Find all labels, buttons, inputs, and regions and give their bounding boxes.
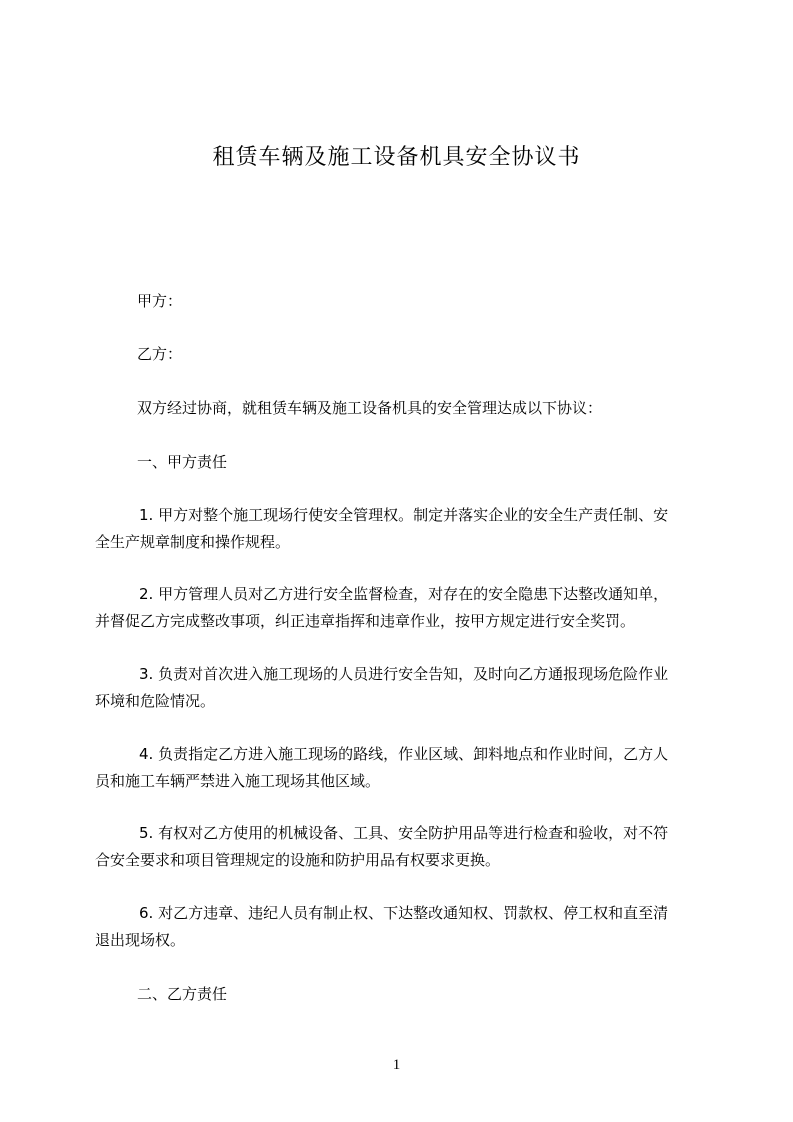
clause-2-line-2: 并督促乙方完成整改事项，纠正违章指挥和违章作业，按甲方规定进行安全奖罚。: [95, 612, 636, 630]
page-number: 1: [392, 1057, 401, 1073]
section-heading-party-a: 一、甲方责任: [137, 453, 228, 471]
document-title: 租赁车辆及施工设备机具安全协议书: [212, 145, 581, 170]
intro-paragraph: 双方经过协商，就租赁车辆及施工设备机具的安全管理达成以下协议：: [137, 399, 603, 417]
clause-1-line-2: 全生产规章制度和操作规程。: [95, 533, 291, 551]
clause-3-line-1: 3. 负责对首次进入施工现场的人员进行安全告知，及时向乙方通报现场危险作业: [139, 665, 669, 683]
clause-6-line-1: 6. 对乙方违章、违纪人员有制止权、下达整改通知权、罚款权、停工权和直至清: [139, 904, 669, 922]
clause-6-line-2: 退出现场权。: [95, 931, 186, 949]
clause-2-line-1: 2. 甲方管理人员对乙方进行安全监督检查，对存在的安全隐患下达整改通知单，: [139, 585, 669, 603]
clause-5-line-2: 合安全要求和项目管理规定的设施和防护用品有权要求更换。: [95, 851, 501, 869]
clause-3-line-2: 环境和危险情况。: [95, 692, 216, 710]
party-b-label: 乙方：: [137, 345, 183, 363]
section-heading-party-b: 二、乙方责任: [137, 985, 228, 1003]
clause-1-line-1: 1. 甲方对整个施工现场行使安全管理权。制定并落实企业的安全生产责任制、安: [139, 506, 669, 524]
clause-4-line-1: 4. 负责指定乙方进入施工现场的路线，作业区域、卸料地点和作业时间，乙方人: [139, 745, 669, 763]
clause-5-line-1: 5. 有权对乙方使用的机械设备、工具、安全防护用品等进行检查和验收，对不符: [139, 824, 669, 842]
party-a-label: 甲方：: [137, 292, 183, 310]
clause-4-line-2: 员和施工车辆严禁进入施工现场其他区域。: [95, 772, 381, 790]
